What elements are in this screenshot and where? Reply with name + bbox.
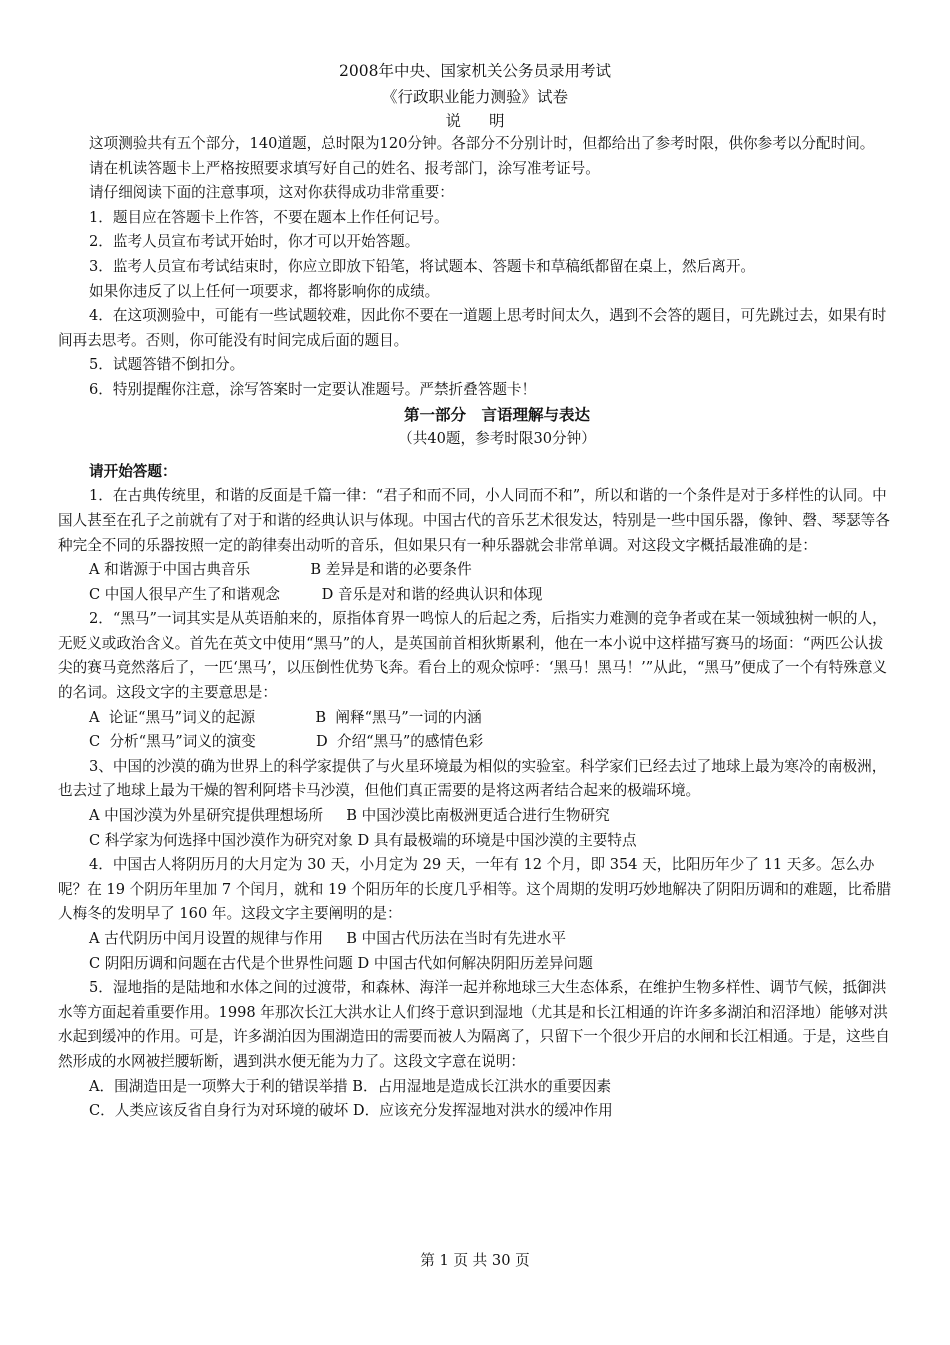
question-options: A 中国沙漠为外星研究提供理想场所 B 中国沙漠比南极洲更适合进行生物研究 [89, 807, 610, 825]
question-options: C 阴阳历调和问题在古代是个世界性问题 D 中国古代如何解决阴阳历差异问题 [89, 954, 593, 972]
section-title: 第一部分 言语理解与表达 [403, 404, 590, 424]
document-body [58, 132, 896, 1124]
instructions-heading: 说明 [445, 112, 533, 130]
question-stem: 4．中国古人将阴历月的大月定为 30 天，小月定为 29 天，一年有 12 个月，即 354 天，比阳历年少了 11 天多。怎么办呢？在 19 个阴历年里加 7 个闰月，就和 19 个阳历年的长度几乎相等。这个周期的发明巧妙地解决了阴阳历调和的难题，比希腊人梅冬的发明早了 160 年。这段文字主要阐明的是： [58, 856, 892, 923]
instruction-paragraph: 请在机读答题卡上严格按照要求填写好自己的姓名、报考部门，涂写准考证号。 [89, 159, 600, 177]
question-stem: 1．在古典传统里，和谐的反面是千篇一律：“君子和而不同，小人同而不和”，所以和谐的一个条件是对于多样性的认同。中国人甚至在孔子之前就有了对于和谐的经典认识与体现。中国古代的音乐艺术很发达，特别是一些中国乐器，像钟、磬、琴瑟等各种完全不同的乐器按照一定的韵律奏出动听的音乐，但如果只有一种乐器就会非常单调。对这段文字概括最准确的是： [58, 487, 890, 554]
instruction-item: 6．特别提醒你注意，涂写答案时一定要认准题号。严禁折叠答题卡！ [89, 380, 537, 398]
question-options: A 论证“黑马”词义的起源 B 阐释“黑马”一词的内涵 [89, 708, 482, 726]
exam-subtitle: 《行政职业能力测验》试卷 [381, 88, 568, 106]
question-options: C 科学家为何选择中国沙漠作为研究对象 D 具有最极端的环境是中国沙漠的主要特点 [89, 831, 637, 849]
question-options: A 和谐源于中国古典音乐 B 差异是和谐的必要条件 [89, 561, 472, 579]
question-stem: 2．“黑马”一词其实是从英语舶来的，原指体育界一鸣惊人的后起之秀，后指实力难测的竞争者或在某一领域独树一帜的人，无贬义或政治含义。首先在英文中使用“黑马”的人，是英国前首相狄斯累利，他在一本小说中这样描写赛马的场面：“两匹公认拔尖的赛马竟然落后了，一匹‘黑马’，以压倒性优势飞奔。看台上的观众惊呼：‘黑马！黑马！’”从此，“黑马”便成了一个有特殊意义的名词。这段文字的主要意思是： [58, 610, 888, 702]
instruction-item: 2．监考人员宣布考试开始时，你才可以开始答题。 [89, 233, 420, 251]
section-subtitle: （共40题，参考时限30分钟） [398, 430, 596, 448]
question-options: C 分析“黑马”词义的演变 D 介绍“黑马”的感情色彩 [89, 733, 484, 751]
exam-title: 2008年中央、国家机关公务员录用考试 [339, 62, 611, 80]
start-prompt: 请开始答题： [89, 462, 177, 480]
page-number-footer: 第 1 页 共 30 页 [420, 1252, 530, 1269]
instruction-item: 1．题目应在答题卡上作答，不要在题本上作任何记号。 [89, 208, 449, 226]
question-options: C 中国人很早产生了和谐观念 D 音乐是对和谐的经典认识和体现 [89, 585, 543, 603]
question-options: A 古代阴历中闰月设置的规律与作用 B 中国古代历法在当时有先进水平 [89, 930, 566, 947]
question-options: A．围湖造田是一项弊大于利的错误举措 B．占用湿地是造成长江洪水的重要因素 [89, 1077, 612, 1095]
instruction-paragraph: 如果你违反了以上任何一项要求，都将影响你的成绩。 [89, 282, 440, 300]
instruction-paragraph: 请仔细阅读下面的注意事项，这对你获得成功非常重要： [89, 184, 454, 202]
instruction-paragraph: 这项测验共有五个部分，140道题，总时限为120分钟。各部分不分别计时，但都给出了参考时限，供你参考以分配时间。 [89, 135, 875, 152]
question-options: C．人类应该反省自身行为对环境的破坏 D．应该充分发挥湿地对洪水的缓冲作用 [89, 1102, 613, 1120]
question-stem: 3、中国的沙漠的确为世界上的科学家提供了与火星环境最为相似的实验室。科学家们已经去过了地球上最为寒冷的南极洲，也去过了地球上最为干燥的智利阿塔卡马沙漠，但他们真正需要的是将这两者结合起来的极端环境。 [58, 757, 887, 800]
question-stem: 5．湿地指的是陆地和水体之间的过渡带，和森林、海洋一起并称地球三大生态体系，在维护生物多样性、调节气候，抵御洪水等方面起着重要作用。1998 年那次长江大洪水让人们终于意识到湿地（尤其是和长江相通的许许多多湖泊和沼泽地）能够对洪水起到缓冲的作用。可是，许多湖泊因为围湖造田的需要而被人为隔离了，只留下一个很少开启的水闸和长江相通。于是，这些自然形成的水网被拦腰斩断，遇到洪水便无能为力了。这段文字意在说明： [58, 979, 890, 1070]
instruction-item: 4．在这项测验中，可能有一些试题较难，因此你不要在一道题上思考时间太久，遇到不会答的题目，可先跳过去，如果有时间再去思考。否则，你可能没有时间完成后面的题目。 [58, 307, 887, 349]
instruction-item: 3．监考人员宣布考试结束时，你应立即放下铅笔，将试题本、答题卡和草稿纸都留在桌上，然后离开。 [89, 257, 756, 275]
instruction-item: 5．试题答错不倒扣分。 [89, 356, 245, 374]
